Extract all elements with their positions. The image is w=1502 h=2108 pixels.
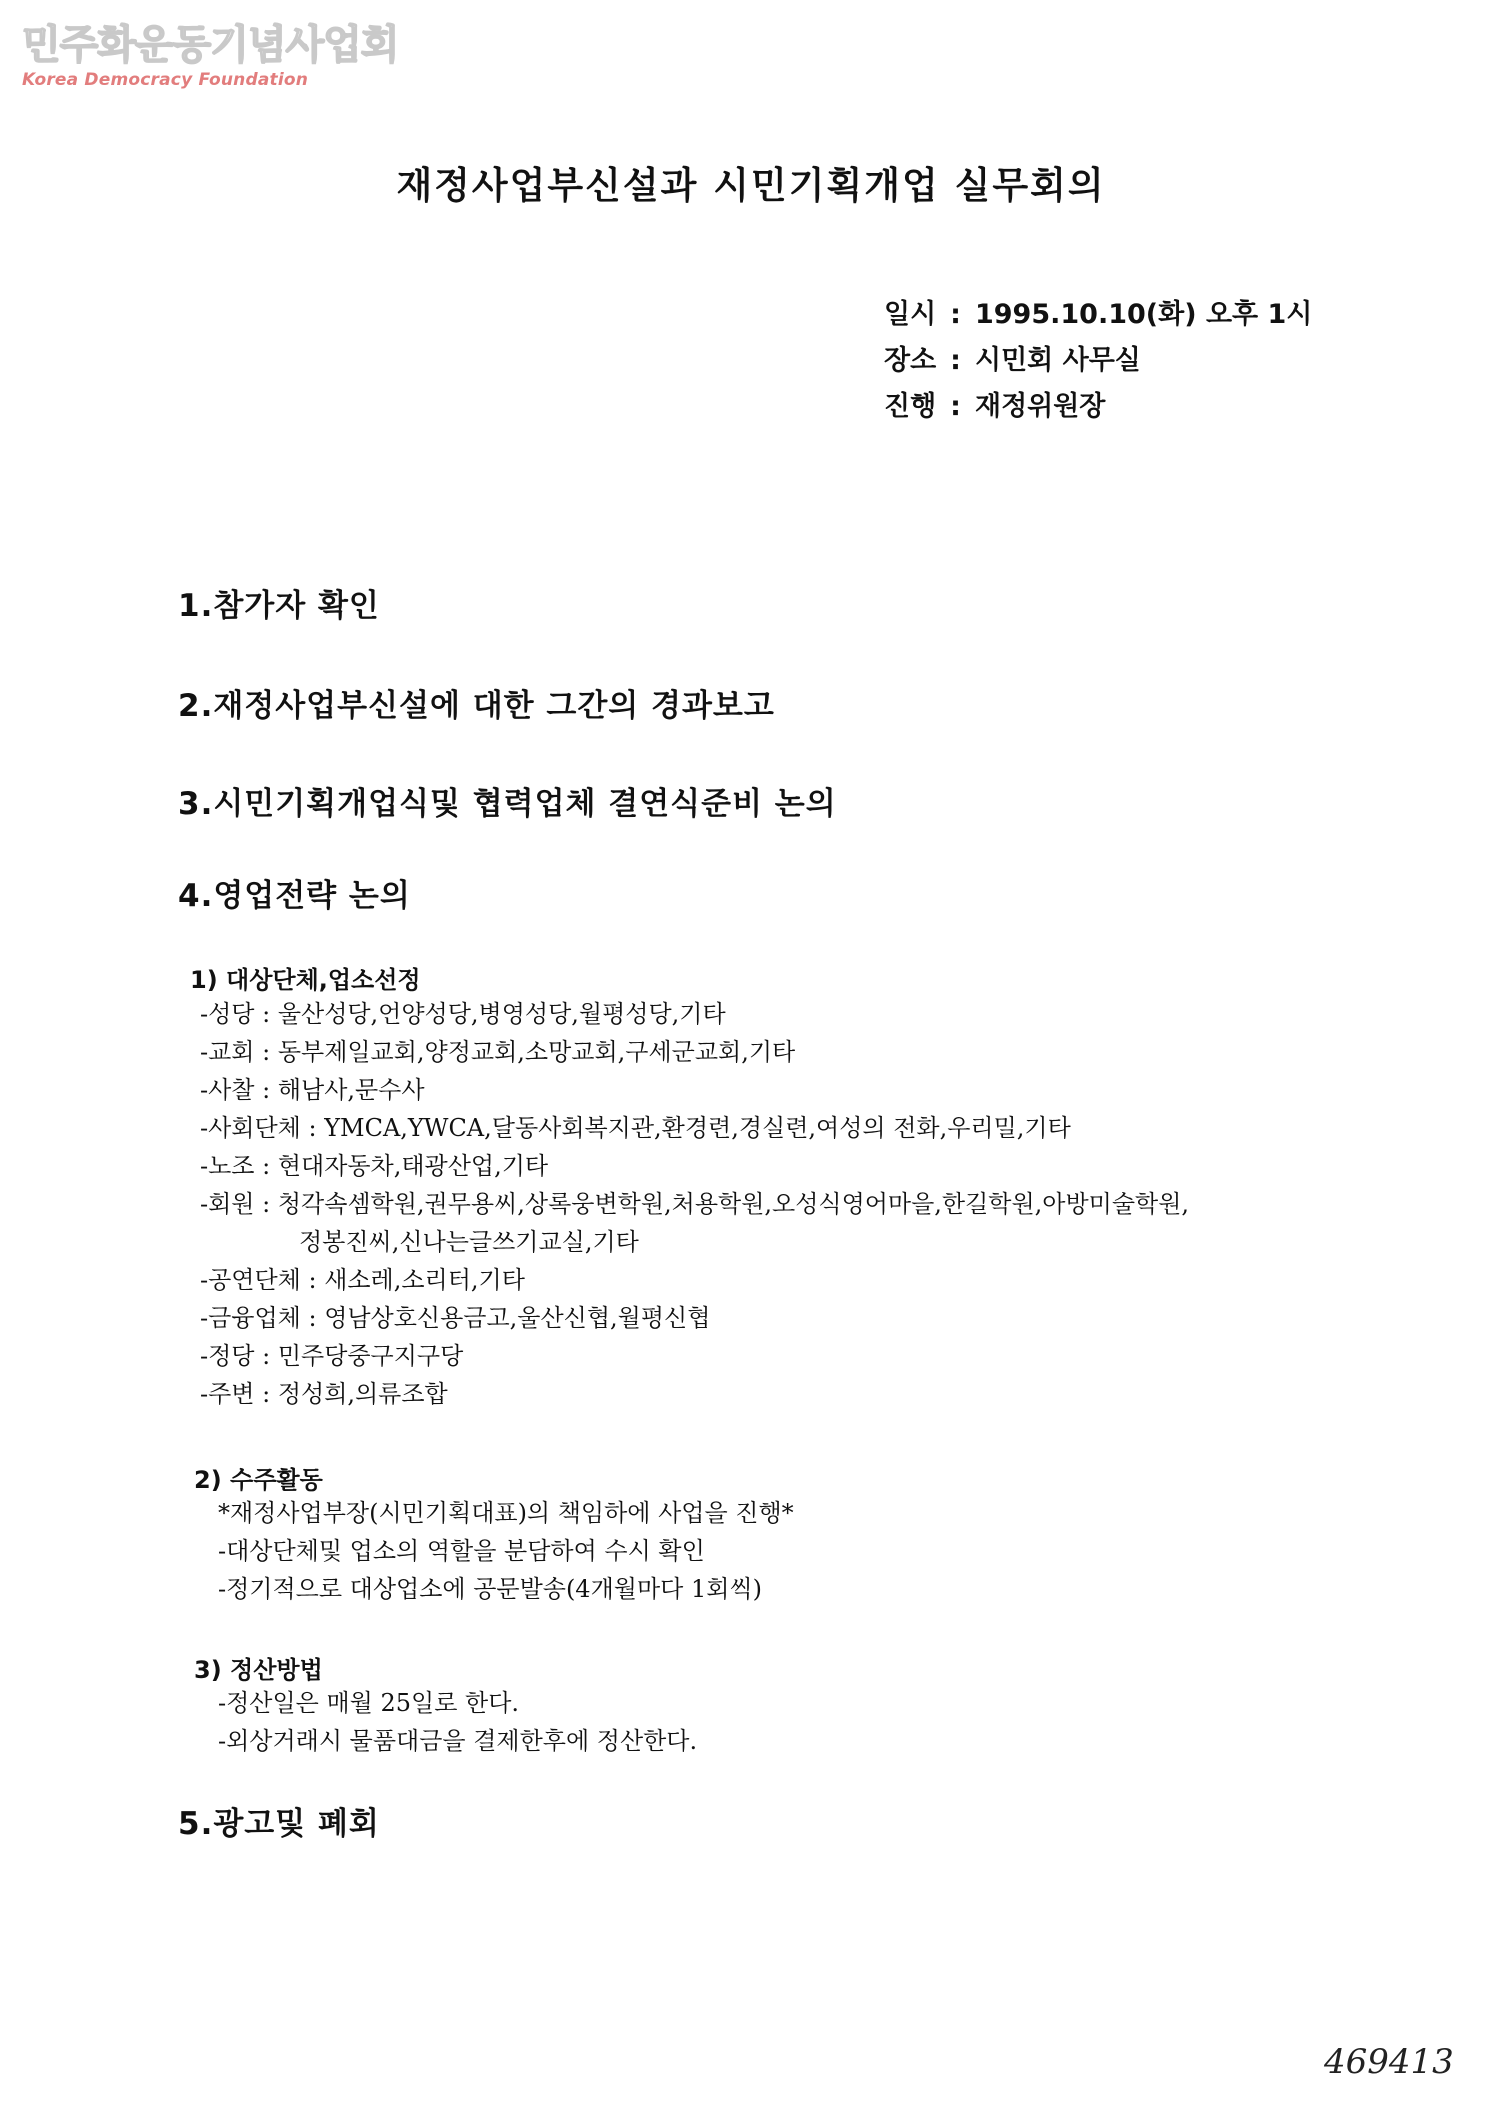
list-item: -성당 : 울산성당,언양성당,병영성당,월평성당,기타 xyxy=(200,1000,726,1028)
page-number: 469413 xyxy=(1324,2042,1454,2082)
list-item: *재정사업부장(시민기획대표)의 책임하에 사업을 진행* xyxy=(218,1499,794,1527)
meta-value: 시민회 사무실 xyxy=(974,345,1141,376)
settlement-list xyxy=(218,1684,697,1760)
meta-separator: : xyxy=(950,345,961,376)
meeting-host-row xyxy=(884,384,1312,430)
list-item: -정당 : 민주당중구지구당 xyxy=(200,1342,464,1370)
meeting-info xyxy=(884,292,1312,430)
list-item: -정산일은 매월 25일로 한다. xyxy=(218,1689,520,1717)
watermark-korean: 민주화운동기념사업회 xyxy=(22,22,399,68)
meta-value: 1995.10.10(화) 오후 1시 xyxy=(974,299,1313,330)
list-item: -주변 : 정성희,의류조합 xyxy=(200,1380,448,1408)
section-heading-3: 3.시민기획개업식및 협력업체 결연식준비 논의 xyxy=(178,786,837,822)
foundation-watermark xyxy=(22,22,398,90)
list-item: -회원 : 청각속셈학원,권무용씨,상록웅변학원,처용학원,오성식영어마을,한길학원,아방미술학원, xyxy=(200,1190,1190,1218)
section-heading-5: 5.광고및 폐회 xyxy=(178,1806,380,1842)
meta-label: 일시 xyxy=(884,299,937,330)
list-item: -교회 : 동부제일교회,양정교회,소망교회,구세군교회,기타 xyxy=(200,1038,796,1066)
list-item: -대상단체및 업소의 역할을 분담하여 수시 확인 xyxy=(218,1537,705,1565)
list-item: -정기적으로 대상업소에 공문발송(4개월마다 1회씩) xyxy=(218,1575,762,1603)
targets-list xyxy=(200,995,1189,1413)
meta-label: 장소 xyxy=(884,345,937,376)
subsection-heading-orders: 2) 수주활동 xyxy=(194,1466,323,1494)
list-item: -공연단체 : 새소레,소리터,기타 xyxy=(200,1266,525,1294)
list-item: -금융업체 : 영남상호신용금고,울산신협,월평신협 xyxy=(200,1304,711,1332)
list-item: -사찰 : 해남사,문수사 xyxy=(200,1076,425,1104)
list-item: -사회단체 : YMCA,YWCA,달동사회복지관,환경련,경실련,여성의 전화,우리밀,기타 xyxy=(200,1114,1071,1142)
meta-separator: : xyxy=(950,391,961,422)
section-heading-4: 4.영업전략 논의 xyxy=(178,878,411,914)
watermark-english: Korea Democracy Foundation xyxy=(22,70,309,90)
list-item-continuation: 정봉진씨,신나는글쓰기교실,기타 xyxy=(299,1228,639,1256)
document-title: 재정사업부신설과 시민기획개업 실무회의 xyxy=(396,164,1106,207)
meta-label: 진행 xyxy=(884,391,937,422)
section-heading-1: 1.참가자 확인 xyxy=(178,588,380,624)
subsection-heading-targets: 1) 대상단체,업소선정 xyxy=(190,966,421,994)
meeting-date-row xyxy=(884,292,1312,338)
meeting-place-row xyxy=(884,338,1312,384)
orders-list xyxy=(218,1494,794,1608)
subsection-heading-settlement: 3) 정산방법 xyxy=(194,1656,323,1684)
meta-separator: : xyxy=(950,299,961,330)
list-item: -노조 : 현대자동차,태광산업,기타 xyxy=(200,1152,549,1180)
meta-value: 재정위원장 xyxy=(974,391,1106,422)
list-item: -외상거래시 물품대금을 결제한후에 정산한다. xyxy=(218,1727,698,1755)
section-heading-2: 2.재정사업부신설에 대한 그간의 경과보고 xyxy=(178,688,775,724)
